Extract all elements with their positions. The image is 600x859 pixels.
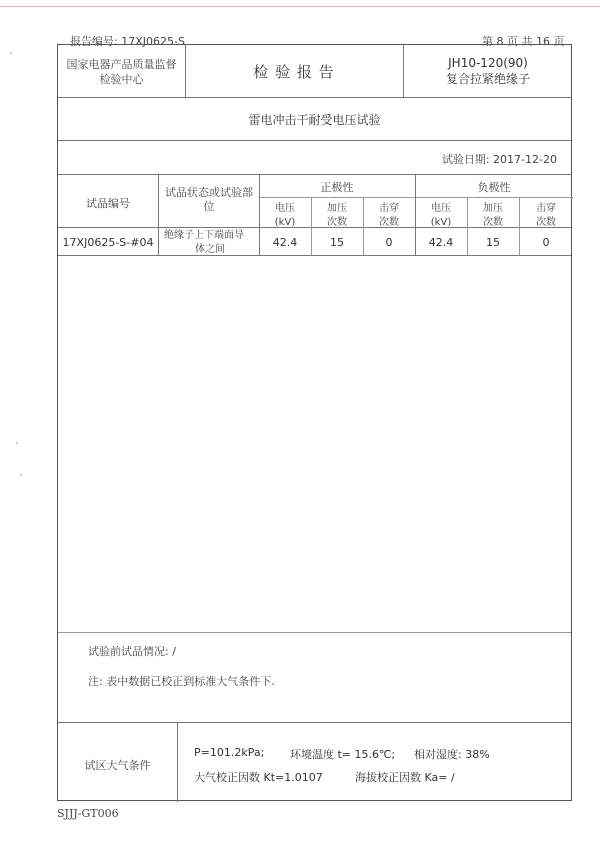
correction-note: 注: 表中数据已校正到标准大气条件下. <box>88 675 275 688</box>
table-bottom-rule <box>58 255 571 256</box>
sub-header-breakdown-l1: 击穿 <box>379 203 399 214</box>
cell-state <box>164 229 256 257</box>
col-header-sample-no: 试品编号 <box>86 197 130 210</box>
sub-header-times <box>311 202 363 230</box>
divider <box>177 722 178 802</box>
page-info: 第 8 页 共 16 页 <box>482 35 565 48</box>
scan-speck <box>16 442 18 444</box>
cell-pos-times: 15 <box>330 236 344 249</box>
divider <box>58 632 571 633</box>
ka-factor: 海拔校正因数 Ka= / <box>355 771 455 784</box>
humidity: 相对湿度: 38% <box>414 748 490 761</box>
conditions-label: 试区大气条件 <box>84 759 151 772</box>
test-title: 雷电冲击干耐受电压试验 <box>248 113 381 127</box>
cell-pos-breakdown: 0 <box>385 236 393 249</box>
sub-header-times-l2: 次数 <box>483 217 503 228</box>
col-header-negative: 负极性 <box>477 181 511 194</box>
sub-header-breakdown-l2: 次数 <box>536 217 556 228</box>
report-frame <box>57 44 572 801</box>
sub-header-voltage-l2: (kV) <box>430 217 452 228</box>
org-name-line1: 国家电器产品质量监督 <box>66 58 177 71</box>
sub-header-voltage <box>415 202 467 230</box>
sub-header-times-l1: 加压 <box>327 203 347 214</box>
org-name <box>58 57 185 87</box>
sub-header-times-l2: 次数 <box>327 217 347 228</box>
col-header-positive: 正极性 <box>320 181 354 194</box>
cell-neg-voltage: 42.4 <box>428 236 454 249</box>
pressure: P=101.2kPa; <box>194 746 265 759</box>
product-info <box>403 55 573 87</box>
cell-neg-times: 15 <box>486 236 500 249</box>
table-col-divider <box>158 174 159 255</box>
sub-header-voltage-l1: 电压 <box>431 203 451 214</box>
table-top-rule <box>58 174 571 175</box>
divider <box>58 140 571 141</box>
sub-header-voltage-l2: (kV) <box>274 217 296 228</box>
report-number: 报告编号: 17XJ0625-S <box>70 35 185 48</box>
scan-speck <box>10 52 12 54</box>
sub-header-breakdown-l1: 击穿 <box>536 203 556 214</box>
cell-state-l1: 绝缘子上下端面导 <box>164 230 244 241</box>
temperature: 环境温度 t= 15.6℃; <box>290 748 396 761</box>
divider <box>58 97 571 98</box>
cell-state-l2: 体之间 <box>195 244 225 255</box>
divider <box>58 722 571 723</box>
pre-test-condition: 试验前试品情况: / <box>88 645 176 658</box>
page-top-edge <box>0 6 600 7</box>
product-model: JH10-120(90) <box>448 56 528 70</box>
form-code: SJJJ-GT006 <box>57 807 119 820</box>
sub-header-breakdown-l2: 次数 <box>379 217 399 228</box>
sub-header-breakdown <box>519 202 573 230</box>
table-rule <box>259 197 573 198</box>
test-date: 试验日期: 2017-12-20 <box>441 153 557 166</box>
col-header-state: 试品状态或试验部位 <box>165 186 253 213</box>
org-name-line2: 检验中心 <box>99 73 144 86</box>
sub-header-voltage <box>259 202 311 230</box>
cell-sample-no: 17XJ0625-S-#04 <box>62 236 154 249</box>
kt-factor: 大气校正因数 Kt=1.0107 <box>194 771 323 784</box>
sub-header-voltage-l1: 电压 <box>275 203 295 214</box>
sub-header-times <box>467 202 519 230</box>
sub-header-breakdown <box>363 202 415 230</box>
cell-pos-voltage: 42.4 <box>272 236 298 249</box>
report-title: 检 验 报 告 <box>253 63 335 81</box>
product-name: 复合拉紧绝缘子 <box>445 72 530 86</box>
cell-neg-breakdown: 0 <box>542 236 550 249</box>
sub-header-times-l1: 加压 <box>483 203 503 214</box>
scan-speck <box>20 474 22 476</box>
